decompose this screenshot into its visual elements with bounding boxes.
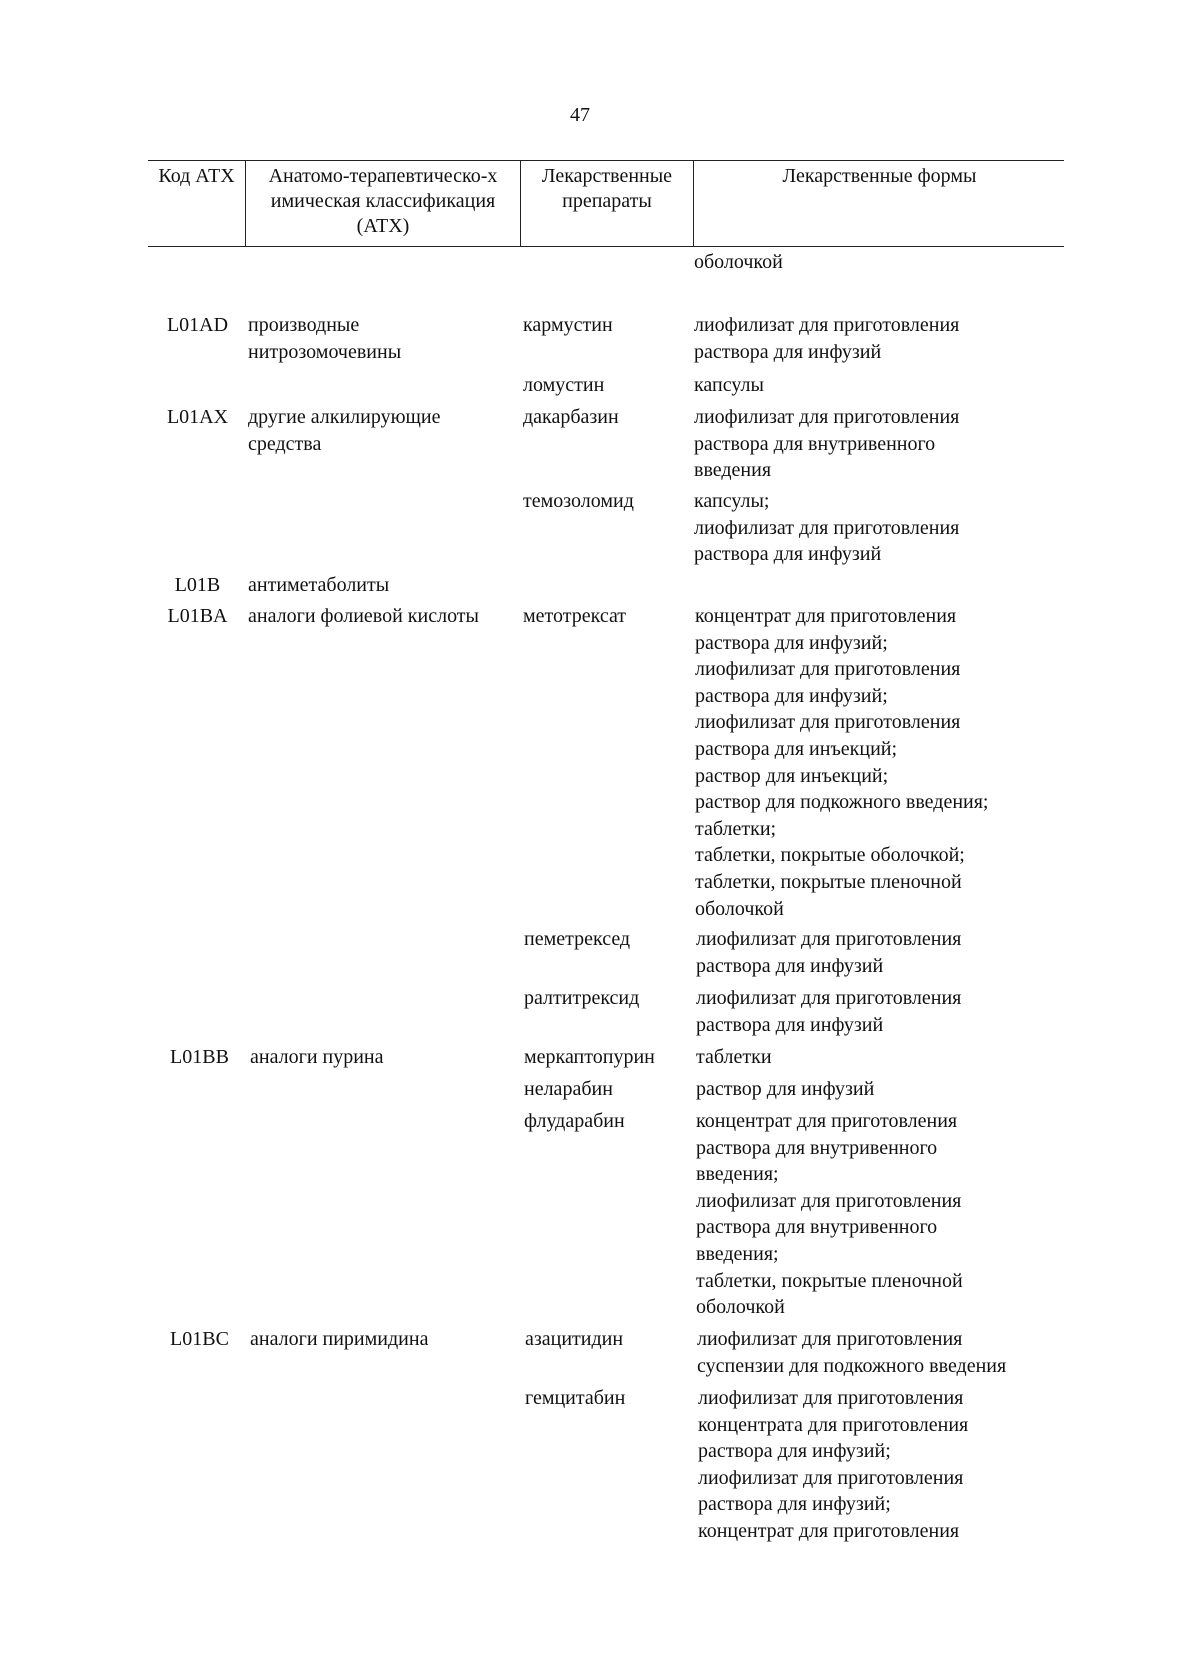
column-divider: [520, 161, 521, 247]
drug-cell: дакарбазин: [523, 406, 619, 428]
atc-code: L01B: [174, 574, 221, 596]
forms-cell: лиофилизат для приготовления концентрата для приготовления раствора для инфузий; лиофилизат для приготовления раствора для инфузий; концентрат для приготовления: [698, 1387, 969, 1542]
classification-cell: другие алкилирующие средства: [248, 406, 441, 455]
drug-cell: гемцитабин: [525, 1387, 626, 1409]
drug-cell: метотрексат: [523, 605, 627, 627]
header-forms: Лекарственные формы: [782, 165, 977, 187]
drug-cell: темозоломид: [523, 490, 634, 512]
forms-cell: лиофилизат для приготовления раствора для инфузий: [696, 928, 962, 977]
column-divider: [245, 161, 246, 247]
classification-cell: производные нитрозомочевины: [248, 314, 402, 363]
header-drugs: Лекарственные препараты: [541, 165, 673, 212]
header-top-rule: [148, 160, 1064, 161]
forms-cell: концентрат для приготовления раствора для инфузий; лиофилизат для приготовления раствора для инфузий; лиофилизат для приготовления раствора для инъекций; раствор для инъекций; раствор для подкожного введения; таблетки; таблетки, покрытые оболочкой; таблетки, покрытые пленочной оболочкой: [695, 605, 989, 920]
classification-cell: аналоги пиримидина: [250, 1328, 429, 1350]
atc-code: L01BB: [170, 1046, 229, 1068]
forms-cell: оболочкой: [694, 251, 783, 273]
header-bottom-rule: [148, 246, 1064, 247]
forms-cell: раствор для инфузий: [696, 1078, 875, 1100]
classification-cell: антиметаболиты: [248, 574, 390, 596]
classification-cell: аналоги пурина: [250, 1046, 384, 1068]
column-divider: [693, 161, 694, 247]
drug-cell: ломустин: [523, 374, 605, 396]
drug-cell: пеметрексед: [524, 928, 631, 950]
drug-cell: азацитидин: [525, 1328, 624, 1350]
drug-cell: флударабин: [524, 1110, 625, 1132]
atc-code: L01BA: [167, 605, 228, 627]
forms-cell: таблетки: [696, 1046, 772, 1068]
forms-cell: лиофилизат для приготовления раствора для инфузий: [694, 314, 960, 363]
atc-code: L01AX: [166, 406, 229, 428]
forms-cell: лиофилизат для приготовления раствора для инфузий: [696, 987, 962, 1036]
drug-cell: ралтитрексид: [524, 987, 640, 1009]
header-classification: Анатомо-терапевтическо-х имическая классификация (АТХ): [268, 165, 498, 237]
forms-cell: капсулы: [694, 374, 764, 396]
forms-cell: капсулы; лиофилизат для приготовления раствора для инфузий: [694, 490, 960, 566]
forms-cell: лиофилизат для приготовления раствора для внутривенного введения: [694, 406, 960, 482]
classification-cell: аналоги фолиевой кислоты: [248, 605, 479, 627]
drug-cell: кармустин: [523, 314, 613, 336]
header-code: Код АТХ: [158, 165, 235, 187]
atc-code: L01AD: [166, 314, 229, 336]
atc-code: L01BC: [170, 1328, 229, 1350]
forms-cell: лиофилизат для приготовления суспензии для подкожного введения: [697, 1328, 1007, 1377]
forms-cell: концентрат для приготовления раствора для внутривенного введения; лиофилизат для приготовления раствора для внутривенного введения; таблетки, покрытые пленочной оболочкой: [696, 1110, 963, 1319]
drug-cell: неларабин: [524, 1078, 613, 1100]
drug-cell: меркаптопурин: [524, 1046, 655, 1068]
page-number: 47: [570, 104, 590, 126]
